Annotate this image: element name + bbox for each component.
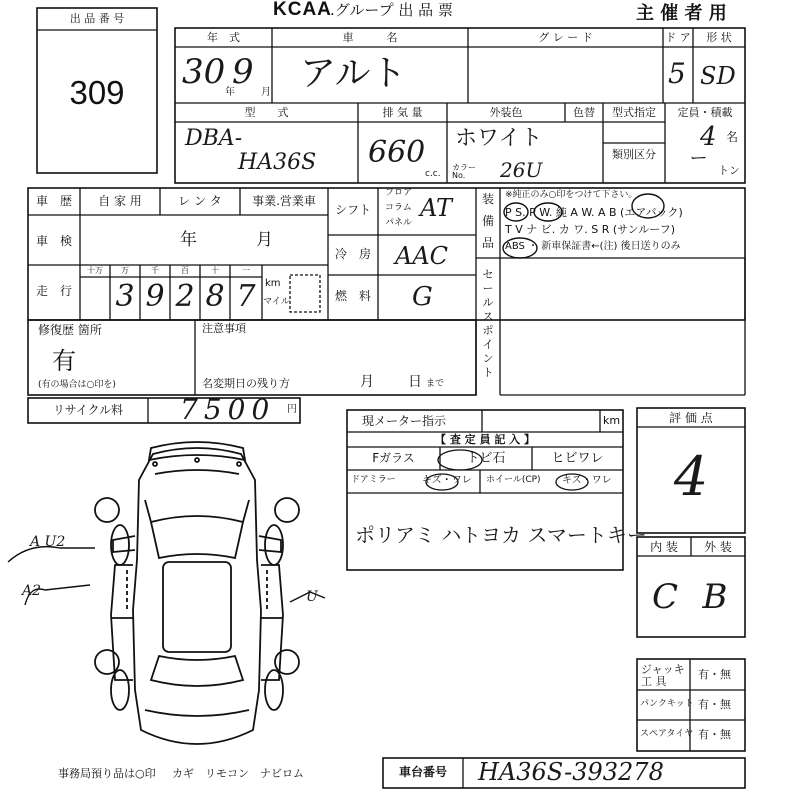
km-unit: km (265, 278, 281, 289)
year-label: 年 式 (207, 31, 240, 44)
spare-tire-value: 有・無 (698, 728, 731, 741)
puncture-kit-label: パンクキット (640, 699, 694, 709)
mileage-digit: 3 (115, 279, 135, 314)
jack-value: 有・無 (698, 668, 731, 681)
digit-label-100k: 十万 (87, 266, 103, 275)
lot-number: 309 (69, 74, 125, 111)
shift-option-column: コラム (385, 203, 412, 213)
office-label: 事務局預り品は○印 (58, 767, 156, 780)
model-designation-label: 型式指定 (612, 106, 656, 119)
form-title: .グループ 出 品 票 (330, 1, 453, 19)
name-change-label: 名変期日の残り方 (202, 377, 290, 390)
mileage-digit: 7 (236, 279, 256, 314)
exterior-color-label: 外装色 (489, 106, 523, 119)
wheel-label: ホイール(CP) (486, 475, 541, 485)
month-value: 9 (232, 52, 254, 92)
mile-unit: マイル (263, 297, 290, 307)
mileage-digit: 9 (145, 279, 165, 314)
logo: KCAA (273, 0, 332, 20)
equipment-line-1: P S. P W. 純 A W. A B (エアバック) (505, 206, 683, 219)
recycle-label: リサイクル料 (52, 403, 124, 417)
organizer-copy: 主 催 者 用 (636, 3, 727, 24)
chassis-label: 車台番号 (398, 765, 447, 779)
equipment-note: ※純正のみ○印をつけて下さい。 (505, 190, 638, 200)
name-change-until: まで (426, 379, 445, 389)
notes-label: 注意事項 (202, 322, 246, 335)
damage-annotation-left-2: A2 (22, 583, 42, 599)
recycle-value: 7500 (180, 393, 276, 426)
puncture-kit-value: 有・無 (698, 698, 731, 711)
ac-label: 冷 房 (334, 247, 371, 261)
jack-label: ジャッキ 工 具 (641, 663, 685, 688)
door-label: ド ア (665, 31, 691, 44)
shift-option-panel: パネル (385, 218, 413, 228)
capacity-label: 定員・積載 (677, 106, 733, 119)
wheel-value: キズ・ワレ (562, 475, 612, 486)
shape-value: SD (700, 62, 736, 90)
history-option-rental: レ ン タ (178, 194, 222, 208)
crack-label: ヒビワレ (551, 451, 604, 466)
chassis-value: HA36S-393278 (478, 758, 664, 786)
digit-label-1: 一 (242, 266, 250, 275)
car-name-value: アルト (300, 53, 407, 94)
cc-unit: c.c. (425, 169, 441, 179)
equipment-label-2: 備 (482, 214, 495, 228)
year-value: 30 (182, 52, 226, 92)
history-option-business: 事業.営業車 (252, 194, 316, 208)
repair-note: (有の場合は○印を) (38, 380, 116, 390)
shape-label: 形 状 (706, 31, 732, 44)
inspector-remark: ポリアミ ハトヨカ スマートキー (355, 523, 647, 547)
color-no-label: カラー No. (452, 163, 476, 180)
rating-value: 4 (673, 445, 709, 508)
interior-label: 内 装 (650, 540, 678, 554)
repair-value: 有 (52, 347, 76, 375)
rating-label: 評 価 点 (669, 411, 713, 425)
repair-label: 修復歴 箇所 (38, 323, 102, 337)
exterior-value: B (702, 577, 728, 617)
name-change-month: 月 (360, 374, 374, 390)
digit-label-100: 百 (181, 266, 189, 275)
model-label: 型 式 (244, 106, 289, 119)
history-option-private: 自 家 用 (98, 194, 142, 208)
door-mirror-label: ドアミラー (351, 475, 396, 485)
equipment-label-1: 装 (482, 192, 495, 206)
color-no-value: 26U (500, 158, 543, 182)
exterior-label: 外 装 (704, 540, 732, 554)
capacity-value: 4 (700, 122, 717, 152)
category-label: 類別区分 (612, 148, 656, 161)
load-unit: トン (718, 164, 740, 177)
damage-annotation-left-1: A U2 (30, 534, 66, 550)
displacement-value: 660 (368, 135, 426, 170)
inspector-title: 【 査 定 員 記 入 】 (435, 433, 535, 446)
spare-tire-label: スペアタイヤ (640, 729, 694, 739)
door-value: 5 (668, 57, 686, 90)
name-change-day: 日 (408, 374, 422, 390)
fuel-value: G (412, 282, 433, 312)
history-label: 車 歴 (35, 194, 72, 208)
car-name-label: 車 名 (342, 31, 398, 44)
inspection-label: 車 検 (35, 234, 72, 248)
load-value: ー (688, 148, 706, 169)
digit-label-10k: 万 (121, 266, 129, 275)
recycle-unit: 円 (287, 404, 297, 415)
shift-label: シフト (334, 203, 371, 217)
exterior-color-value: ホワイト (455, 126, 543, 151)
damage-annotation-right: U (306, 589, 318, 605)
shift-value: AT (420, 194, 453, 222)
shift-option-floor: フロア (385, 188, 413, 198)
mileage-digit: 8 (205, 279, 225, 314)
capacity-unit: 名 (726, 130, 739, 144)
year-unit: 年 (225, 87, 235, 98)
sales-point-label: セ ー ル ス ポ イ ン ト (482, 268, 494, 379)
inspection-year-unit: 年 (180, 230, 197, 250)
model-value-prefix: DBA- (185, 126, 243, 151)
color-change-label: 色替 (573, 106, 595, 119)
meter-label: 現メーター指示 (362, 414, 447, 428)
mileage-label: 走 行 (35, 284, 72, 298)
interior-value: C (651, 577, 678, 617)
mileage-digit: 2 (175, 279, 195, 314)
digit-label-1k: 千 (151, 266, 159, 275)
chip-label: トビ石 (466, 451, 506, 466)
equipment-line-2: T V ナ ビ. カ ワ. S R (サンルーフ) (505, 223, 676, 236)
displacement-label: 排 気 量 (382, 106, 423, 119)
equipment-line-3: ABS ・ 新車保証書←(注) 後日送りのみ (505, 241, 681, 252)
month-unit: 月 (261, 87, 271, 98)
door-mirror-value: キズ・ワレ (422, 475, 472, 486)
model-value: HA36S (238, 150, 317, 175)
grade-label: グ レ ー ド (538, 31, 593, 44)
ac-value: AAC (395, 242, 449, 270)
f-glass-label: Fガラス (372, 451, 415, 465)
equipment-label-3: 品 (482, 236, 495, 250)
digit-label-10: 十 (211, 266, 219, 275)
equipment-circles (500, 188, 670, 263)
lot-number-label: 出 品 番 号 (69, 12, 125, 25)
fuel-label: 燃 料 (334, 289, 371, 303)
inspection-circles (410, 440, 620, 495)
office-items: カギ リモコン ナビロム (172, 767, 304, 780)
inspection-month-unit: 月 (256, 230, 273, 250)
meter-km-unit: km (603, 414, 621, 427)
